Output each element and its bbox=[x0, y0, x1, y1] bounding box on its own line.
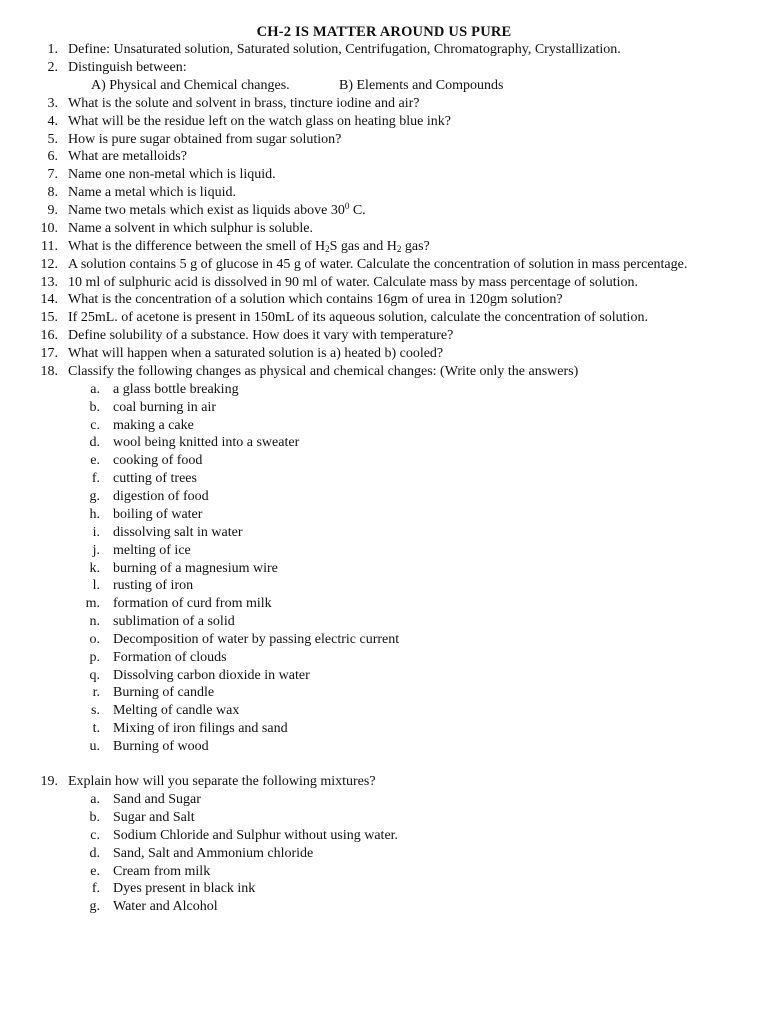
question-number: 17. bbox=[40, 346, 58, 361]
question-2-part-b: B) Elements and Compounds bbox=[339, 78, 504, 93]
item-letter: j. bbox=[92, 543, 100, 558]
question-text: What will be the residue left on the watch glass on heating blue ink? bbox=[68, 114, 451, 129]
item-text: Mixing of iron filings and sand bbox=[113, 721, 288, 736]
question-text: What will happen when a saturated solution is a) heated b) cooled? bbox=[68, 346, 444, 361]
item-text: Sand, Salt and Ammonium chloride bbox=[113, 846, 314, 861]
question-text bbox=[68, 238, 430, 256]
item-text: burning of a magnesium wire bbox=[113, 561, 278, 576]
question-number: 10. bbox=[40, 221, 58, 236]
item-text: Burning of wood bbox=[113, 739, 209, 754]
question-number: 19. bbox=[40, 774, 58, 789]
list-item bbox=[0, 434, 768, 452]
list-item bbox=[0, 452, 768, 470]
question-number: 13. bbox=[40, 275, 58, 290]
question-text-part: Name two metals which exist as liquids above 30 bbox=[68, 203, 345, 218]
item-letter: l. bbox=[92, 578, 100, 593]
list-item bbox=[0, 381, 768, 399]
item-letter: k. bbox=[89, 561, 100, 576]
question-text-part: S gas and H bbox=[329, 239, 397, 254]
question-number: 9. bbox=[47, 203, 58, 218]
item-text: Decomposition of water by passing electric current bbox=[113, 632, 400, 647]
question-number: 14. bbox=[40, 292, 58, 307]
list-item bbox=[0, 667, 768, 685]
item-letter: o. bbox=[89, 632, 100, 647]
list-item bbox=[0, 791, 768, 809]
list-item bbox=[0, 863, 768, 881]
question-number: 11. bbox=[41, 239, 58, 254]
question-19 bbox=[0, 773, 768, 791]
list-item bbox=[0, 845, 768, 863]
item-text: cooking of food bbox=[113, 453, 203, 468]
question-text: Name one non-metal which is liquid. bbox=[68, 167, 276, 182]
item-letter: m. bbox=[85, 596, 100, 611]
item-letter: i. bbox=[92, 525, 100, 540]
list-item bbox=[0, 631, 768, 649]
question-2 bbox=[0, 59, 768, 77]
item-letter: e. bbox=[90, 453, 100, 468]
degree-superscript: 0 bbox=[344, 201, 350, 211]
question-text: Explain how will you separate the following mixtures? bbox=[68, 774, 376, 789]
list-item bbox=[0, 577, 768, 595]
subscript: 2 bbox=[325, 244, 330, 254]
question-14 bbox=[0, 291, 768, 309]
question-10 bbox=[0, 220, 768, 238]
question-text-part: What is the difference between the smell of H bbox=[68, 239, 326, 254]
question-number: 6. bbox=[47, 149, 58, 164]
question-5 bbox=[0, 131, 768, 149]
question-6 bbox=[0, 148, 768, 166]
list-item bbox=[0, 560, 768, 578]
question-12 bbox=[0, 256, 768, 274]
question-number: 18. bbox=[40, 364, 58, 379]
list-item bbox=[0, 506, 768, 524]
list-item bbox=[0, 524, 768, 542]
item-letter: a. bbox=[90, 792, 100, 807]
item-text: Water and Alcohol bbox=[113, 899, 218, 914]
item-text: dissolving salt in water bbox=[113, 525, 243, 540]
item-text: boiling of water bbox=[113, 507, 203, 522]
item-text: Cream from milk bbox=[113, 864, 211, 879]
question-text bbox=[68, 202, 366, 220]
question-text: How is pure sugar obtained from sugar solution? bbox=[68, 132, 342, 147]
question-2-parts bbox=[91, 77, 504, 95]
question-text: If 25mL. of acetone is present in 150mL of its aqueous solution, calculate the concentration of solution. bbox=[68, 310, 648, 325]
subscript: 2 bbox=[396, 244, 402, 254]
item-text: a glass bottle breaking bbox=[113, 382, 239, 397]
question-9 bbox=[0, 202, 768, 220]
question-text: What is the solute and solvent in brass, tincture iodine and air? bbox=[68, 96, 420, 111]
question-text: Define solubility of a substance. How does it vary with temperature? bbox=[68, 328, 454, 343]
question-15 bbox=[0, 309, 768, 327]
item-letter: f. bbox=[91, 471, 100, 486]
list-item bbox=[0, 684, 768, 702]
question-16 bbox=[0, 327, 768, 345]
item-letter: n. bbox=[89, 614, 100, 629]
item-letter: p. bbox=[89, 650, 100, 665]
item-letter: e. bbox=[90, 864, 100, 879]
question-text-part: C. bbox=[349, 203, 366, 218]
list-item bbox=[0, 827, 768, 845]
question-text: Name a metal which is liquid. bbox=[68, 185, 236, 200]
item-letter: a. bbox=[90, 382, 100, 397]
item-text: melting of ice bbox=[113, 543, 191, 558]
item-text: rusting of iron bbox=[113, 578, 194, 593]
question-number: 8. bbox=[47, 185, 58, 200]
question-number: 12. bbox=[40, 257, 58, 272]
list-item bbox=[0, 702, 768, 720]
question-number: 5. bbox=[47, 132, 58, 147]
item-text: Sand and Sugar bbox=[113, 792, 201, 807]
item-text: sublimation of a solid bbox=[113, 614, 235, 629]
list-item bbox=[0, 809, 768, 827]
list-item bbox=[0, 595, 768, 613]
question-number: 16. bbox=[40, 328, 58, 343]
item-text: digestion of food bbox=[113, 489, 209, 504]
question-number: 15. bbox=[40, 310, 58, 325]
item-text: making a cake bbox=[113, 418, 194, 433]
question-3 bbox=[0, 95, 768, 113]
item-letter: u. bbox=[89, 739, 100, 754]
list-item bbox=[0, 542, 768, 560]
question-text: Name a solvent in which sulphur is soluble. bbox=[68, 221, 313, 236]
item-letter: c. bbox=[90, 828, 100, 843]
item-letter: g. bbox=[89, 899, 100, 914]
list-item bbox=[0, 488, 768, 506]
question-number: 1. bbox=[47, 42, 58, 57]
item-letter: d. bbox=[89, 435, 100, 450]
item-letter: r. bbox=[92, 685, 100, 700]
item-letter: h. bbox=[89, 507, 100, 522]
item-letter: q. bbox=[89, 668, 100, 683]
question-text: What are metalloids? bbox=[68, 149, 187, 164]
question-text: Define: Unsaturated solution, Saturated solution, Centrifugation, Chromatography, Crystallization. bbox=[68, 42, 621, 57]
question-11 bbox=[0, 238, 768, 256]
list-item bbox=[0, 880, 768, 898]
item-text: wool being knitted into a sweater bbox=[113, 435, 300, 450]
question-8 bbox=[0, 184, 768, 202]
item-letter: s. bbox=[91, 703, 100, 718]
question-18 bbox=[0, 363, 768, 381]
list-item bbox=[0, 738, 768, 756]
question-13 bbox=[0, 274, 768, 292]
question-text-part: gas? bbox=[401, 239, 430, 254]
item-text: Sodium Chloride and Sulphur without using water. bbox=[113, 828, 399, 843]
question-text: A solution contains 5 g of glucose in 45 g of water. Calculate the concentration of solution in mass percentage. bbox=[68, 257, 688, 272]
question-17 bbox=[0, 345, 768, 363]
list-item bbox=[0, 399, 768, 417]
item-text: Sugar and Salt bbox=[113, 810, 195, 825]
question-number: 7. bbox=[47, 167, 58, 182]
item-letter: g. bbox=[89, 489, 100, 504]
item-text: Burning of candle bbox=[113, 685, 215, 700]
question-text: What is the concentration of a solution which contains 16gm of urea in 120gm solution? bbox=[68, 292, 563, 307]
question-text: Distinguish between: bbox=[68, 60, 187, 75]
question-number: 2. bbox=[47, 60, 58, 75]
question-4 bbox=[0, 113, 768, 131]
item-letter: f. bbox=[91, 881, 100, 896]
question-number: 3. bbox=[47, 96, 58, 111]
question-2-part-a: A) Physical and Chemical changes. bbox=[91, 78, 290, 93]
item-text: formation of curd from milk bbox=[113, 596, 272, 611]
question-text: Classify the following changes as physical and chemical changes: (Write only the answers) bbox=[68, 364, 579, 379]
item-letter: b. bbox=[89, 400, 100, 415]
question-number: 4. bbox=[47, 114, 58, 129]
question-1 bbox=[0, 41, 768, 59]
item-text: coal burning in air bbox=[113, 400, 217, 415]
list-item bbox=[0, 470, 768, 488]
item-text: Formation of clouds bbox=[113, 650, 227, 665]
list-item bbox=[0, 649, 768, 667]
item-letter: t. bbox=[92, 721, 100, 736]
item-letter: d. bbox=[89, 846, 100, 861]
item-text: Melting of candle wax bbox=[113, 703, 240, 718]
page-title: CH-2 IS MATTER AROUND US PURE bbox=[256, 24, 512, 40]
question-text: 10 ml of sulphuric acid is dissolved in 90 ml of water. Calculate mass by mass percentage of solution. bbox=[68, 275, 639, 290]
list-item bbox=[0, 417, 768, 435]
item-text: Dyes present in black ink bbox=[113, 881, 256, 896]
question-7 bbox=[0, 166, 768, 184]
item-text: Dissolving carbon dioxide in water bbox=[113, 668, 310, 683]
item-letter: b. bbox=[89, 810, 100, 825]
list-item bbox=[0, 613, 768, 631]
item-text: cutting of trees bbox=[113, 471, 197, 486]
item-letter: c. bbox=[90, 418, 100, 433]
list-item bbox=[0, 898, 768, 916]
list-item bbox=[0, 720, 768, 738]
